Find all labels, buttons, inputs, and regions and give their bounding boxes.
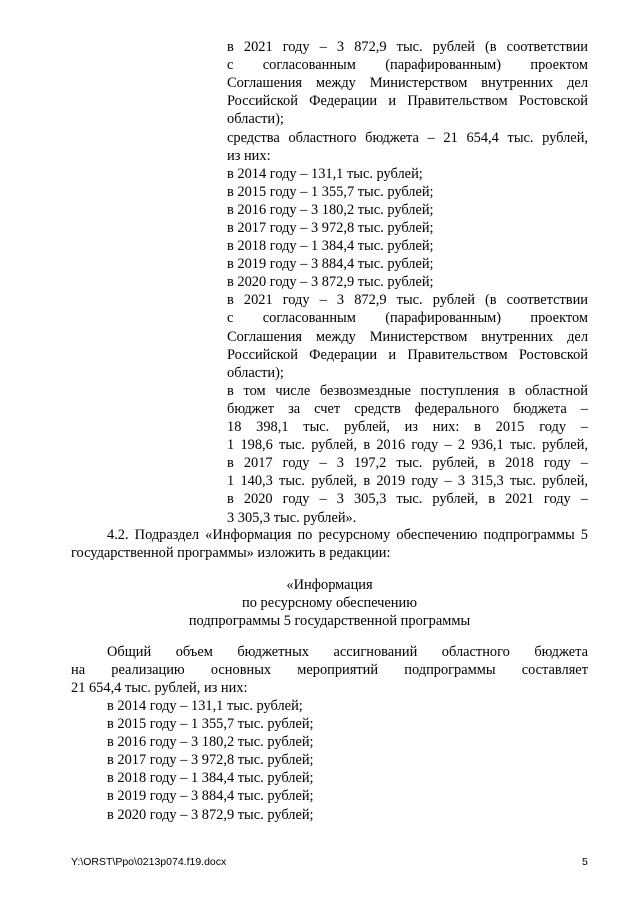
footer-file-path: Y:\ORST\Ppo\0213p074.f19.docx <box>71 856 227 868</box>
year-item: в 2017 году – 3 972,8 тыс. рублей; <box>227 219 434 236</box>
funding-2021-note-a <box>227 38 588 128</box>
text-line: 3 305,3 тыс. рублей». <box>227 509 357 526</box>
regional-budget-years <box>227 165 588 292</box>
heading-line: подпрограммы 5 государственной программы <box>188 613 471 629</box>
heading-line: по ресурсному обеспечению <box>242 595 417 611</box>
text-line: в 2021 году – 3 872,9 тыс. рублей (в соответствии <box>227 292 588 309</box>
text-line: Российской Федерации и Правительством Ростовской <box>227 346 588 363</box>
text-line: из них: <box>227 147 271 164</box>
text-line: в 2021 году – 3 872,9 тыс. рублей (в соответствии <box>227 39 588 55</box>
text-line: области); <box>227 111 284 128</box>
budget-summary-paragraph <box>71 643 588 697</box>
year-item: в 2019 году – 3 884,4 тыс. рублей; <box>227 256 434 273</box>
funding-2021-note-b <box>227 291 588 381</box>
heading-line: «Информация <box>286 577 373 593</box>
year-item: в 2017 году – 3 972,8 тыс. рублей; <box>107 752 314 769</box>
text-line: с согласованным (парафированным) проектом <box>227 57 588 74</box>
section-4-2-instruction <box>71 526 588 562</box>
page-number: 5 <box>582 856 588 868</box>
federal-transfers <box>227 382 588 527</box>
text-line: на реализацию основных мероприятий подпрограммы составляет <box>71 662 588 679</box>
text-line: с согласованным (парафированным) проектом <box>227 310 588 327</box>
text-line: Соглашения между Министерством внутренних дел <box>227 328 588 345</box>
year-item: в 2016 году – 3 180,2 тыс. рублей; <box>227 201 434 218</box>
text-line: в 2017 году – 3 197,2 тыс. рублей, в 2018 году – <box>227 455 588 472</box>
text-line: 1 140,3 тыс. рублей, в 2019 году – 3 315,3 тыс. рублей, <box>227 473 588 490</box>
text-line: в том числе безвозмездные поступления в областной <box>227 382 588 399</box>
text-line: Российской Федерации и Правительством Ростовской <box>227 93 588 110</box>
text-line: Общий объем бюджетных ассигнований областного бюджета <box>107 644 588 660</box>
year-item: в 2018 году – 1 384,4 тыс. рублей; <box>107 770 314 787</box>
regional-budget-total <box>227 129 588 165</box>
text-line: Соглашения между Министерством внутренних дел <box>227 75 588 92</box>
year-item: в 2014 году – 131,1 тыс. рублей; <box>227 165 423 182</box>
year-item: в 2014 году – 131,1 тыс. рублей; <box>107 698 303 714</box>
year-item: в 2015 году – 1 355,7 тыс. рублей; <box>107 716 314 733</box>
text-line: 1 198,6 тыс. рублей, в 2016 году – 2 936,1 тыс. рублей, <box>227 437 588 454</box>
year-item: в 2018 году – 1 384,4 тыс. рублей; <box>227 238 434 255</box>
bottom-year-list <box>107 697 314 824</box>
year-item: в 2015 году – 1 355,7 тыс. рублей; <box>227 183 434 200</box>
year-item: в 2020 году – 3 872,9 тыс. рублей; <box>107 806 314 823</box>
text-line: государственной программы» изложить в редакции: <box>71 545 391 562</box>
year-item: в 2020 году – 3 872,9 тыс. рублей; <box>227 274 434 291</box>
text-line: средства областного бюджета – 21 654,4 тыс. рублей, <box>227 129 588 146</box>
text-line: 18 398,1 тыс. рублей, из них: в 2015 году – <box>227 419 588 436</box>
year-item: в 2016 году – 3 180,2 тыс. рублей; <box>107 734 314 751</box>
text-line: бюджет за счет средств федерального бюджета – <box>227 400 588 417</box>
text-line: области); <box>227 364 284 381</box>
text-line: 4.2. Подраздел «Информация по ресурсному обеспечению подпрограммы 5 <box>107 527 588 543</box>
text-line: 21 654,4 тыс. рублей, из них: <box>71 680 248 697</box>
text-line: в 2020 году – 3 305,3 тыс. рублей, в 2021 году – <box>227 491 588 508</box>
subsection-heading <box>71 576 588 630</box>
year-item: в 2019 году – 3 884,4 тыс. рублей; <box>107 788 314 805</box>
